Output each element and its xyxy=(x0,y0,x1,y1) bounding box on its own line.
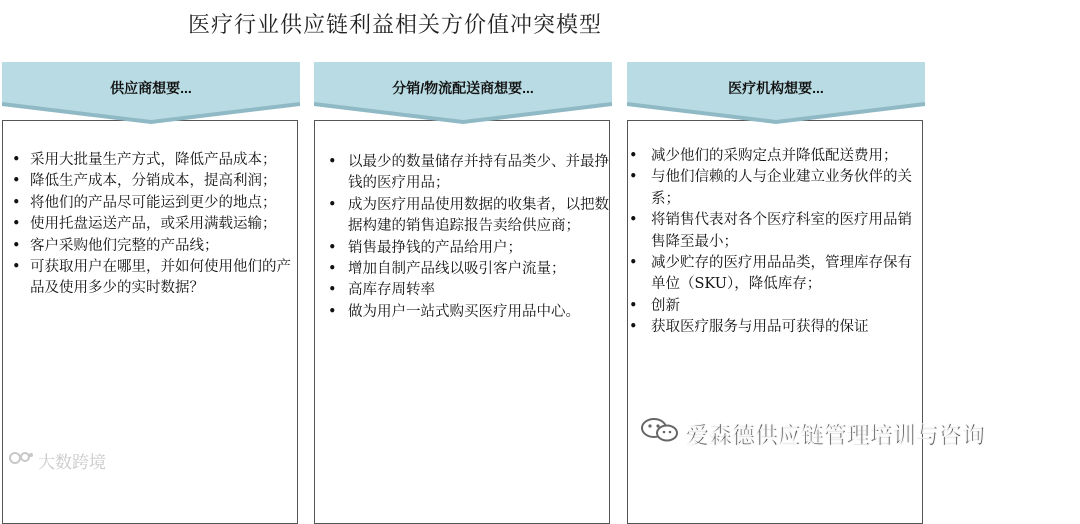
list-item: • 减少他们的采购定点并降低配送费用； xyxy=(629,146,919,167)
list-item: • 减少贮存的医疗用品品类，管理库存保有单位（SKU），降低库存； xyxy=(629,255,912,293)
watermark-logo-icon xyxy=(8,449,34,472)
bullet-icon: • xyxy=(629,297,638,314)
bullet-icon: • xyxy=(328,239,337,256)
bullet-icon: • xyxy=(328,154,337,170)
list-item: • 将销售代表对各个医疗科室的医疗用品销售降至最小； xyxy=(629,212,912,250)
bullet-icon: • xyxy=(12,259,21,276)
bullet-icon: • xyxy=(12,152,21,168)
list-item: • 获取医疗服务与用品可获得的保证 xyxy=(629,317,919,338)
column-header-label: 分销/物流配送商想要... xyxy=(392,80,534,96)
bullet-icon: • xyxy=(629,255,638,272)
bullet-icon: • xyxy=(328,196,337,213)
column-header xyxy=(314,62,612,124)
list-item: • 降低生产成本，分销成本，提高利润； xyxy=(12,171,296,192)
wechat-icon xyxy=(640,416,680,450)
bullet-icon: • xyxy=(629,212,638,229)
bullet-icon: • xyxy=(12,173,21,190)
column-header-label: 供应商想要... xyxy=(110,80,192,96)
column-header xyxy=(627,62,925,124)
list-item: • 做为用户一站式购买医疗用品中心。 xyxy=(328,302,610,323)
list-item: • 将他们的产品尽可能运到更少的地点； xyxy=(12,193,296,214)
list-item: • 与他们信赖的人与企业建立业务伙伴的关系； xyxy=(629,169,912,207)
list-item: • 增加自制产品线以吸引客户流量； xyxy=(328,259,610,280)
bullet-icon: • xyxy=(12,194,21,211)
bullet-icon: • xyxy=(629,148,638,164)
column-list xyxy=(328,152,610,323)
column-distributors xyxy=(314,62,612,466)
bullet-icon: • xyxy=(328,282,337,299)
list-item: • 高库存周转率 xyxy=(328,280,610,301)
list-item: • 销售最挣钱的产品给用户； xyxy=(328,238,610,259)
bullet-icon: • xyxy=(12,216,21,233)
column-header xyxy=(2,62,300,124)
list-item: • 成为医疗用品使用数据的收集者，以把数据构建的销售追踪报告卖给供应商； xyxy=(328,196,609,235)
bullet-icon: • xyxy=(328,303,337,320)
watermark-right-text: 爱森德供应链管理培训与咨询 xyxy=(686,422,985,449)
list-item: • 采用大批量生产方式，降低产品成本； xyxy=(12,150,296,171)
list-item: • 创新 xyxy=(629,296,919,317)
list-item: • 以最少的数量储存并持有品类少、并最挣钱的医疗用品； xyxy=(328,154,609,192)
column-header-label: 医疗机构想要... xyxy=(728,80,824,96)
bullet-icon: • xyxy=(12,237,21,254)
list-item: • 使用托盘运送产品，或采用满载运输； xyxy=(12,214,296,235)
list-item: • 客户采购他们完整的产品线； xyxy=(12,236,296,257)
column-list xyxy=(12,150,296,300)
column-suppliers xyxy=(2,62,300,466)
bullet-icon: • xyxy=(629,319,638,336)
column-healthcare-institutions xyxy=(627,62,925,466)
column-list xyxy=(629,146,919,339)
watermark-left xyxy=(8,448,106,473)
watermark-right xyxy=(640,416,985,450)
watermark-left-text: 大数跨境 xyxy=(38,453,106,473)
page-title: 医疗行业供应链利益相关方价值冲突模型 xyxy=(188,13,603,38)
bullet-icon: • xyxy=(328,261,337,278)
list-item: • 可获取用户在哪里，并如何使用他们的产品及使用多少的实时数据？ xyxy=(12,259,291,297)
bullet-icon: • xyxy=(629,169,638,186)
